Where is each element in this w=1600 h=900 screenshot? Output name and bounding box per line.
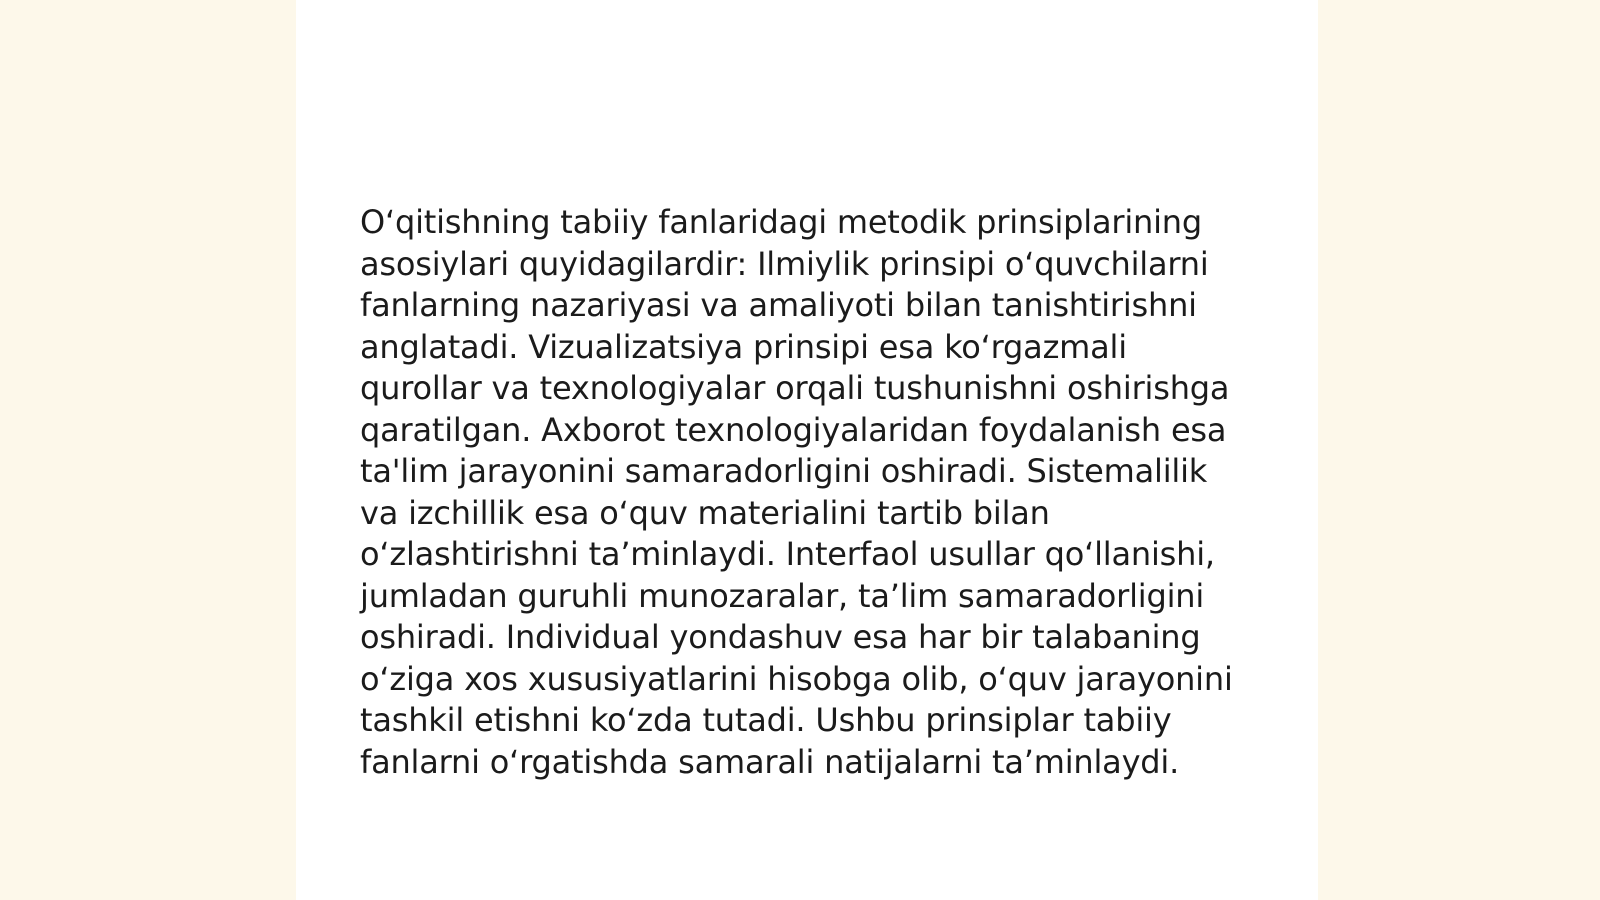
- slide-body-text: O‘qitishning tabiiy fanlaridagi metodik prinsiplarining asosiylari quyidagilardir: Ilmiylik prinsipi o‘quvchilarni fanlarning nazariyasi va amaliyoti bilan tanishtirishni anglatadi. Vizualizatsiya prinsipi esa ko‘rgazmali qurollar va texnologiyalar orqali tushunishni oshirishga qaratilgan. Axborot texnologiyalaridan foydalanish esa ta'lim jarayonini samaradorligini oshiradi. Sistemalilik va izchillik esa o‘quv materialini tartib bilan o‘zlashtirishni ta’minlaydi. Interfaol usullar qo‘llanishi, jumladan guruhli munozaralar, ta’lim samaradorligini oshiradi. Individual yondashuv esa har bir talabaning o‘ziga xos xususiyatlarini hisobga olib, o‘quv jarayonini tashkil etishni ko‘zda tutadi. Ushbu prinsiplar tabiiy fanlarni o‘rgatishda samarali natijalarni ta’minlaydi.: [360, 203, 1233, 781]
- slide-page: [296, 0, 1318, 900]
